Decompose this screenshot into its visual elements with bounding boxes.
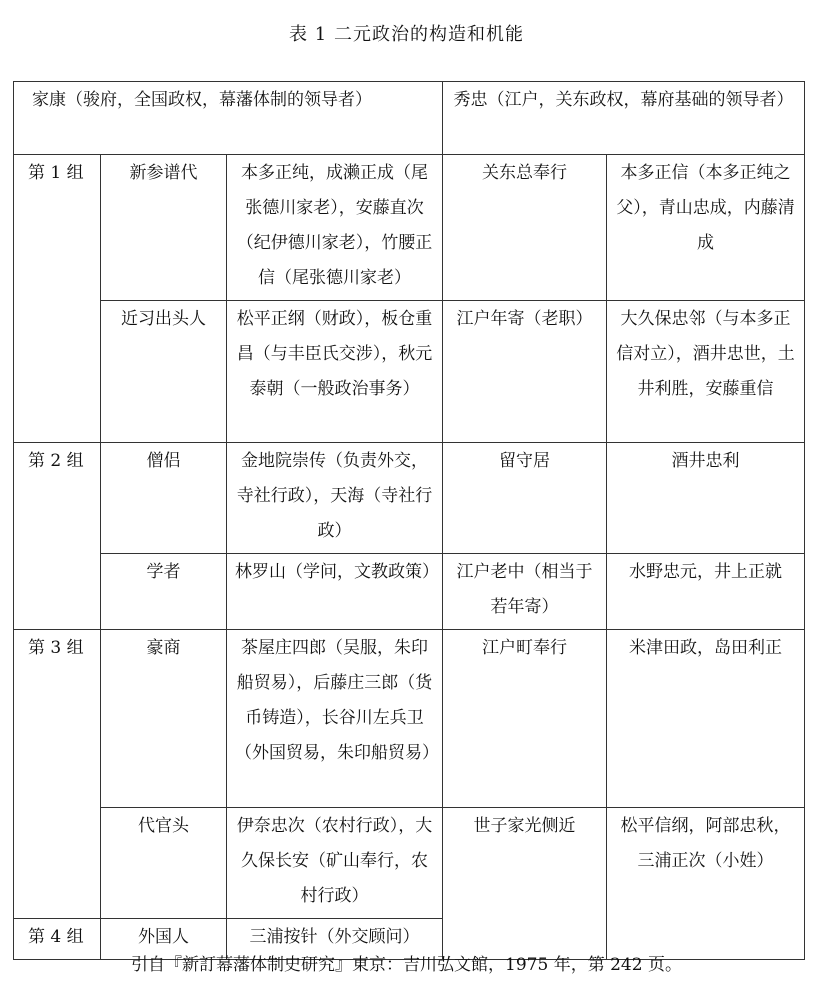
header-hidetada: 秀忠（江户，关东政权，幕府基础的领导者） bbox=[443, 82, 805, 155]
table-row bbox=[14, 630, 805, 808]
category-cell: 僧侣 bbox=[101, 443, 227, 554]
holders-cell: 松平信纲，阿部忠秋，三浦正次（小姓） bbox=[607, 808, 805, 960]
group-label: 第 3 组 bbox=[14, 630, 101, 919]
members-cell: 松平正纲（财政），板仓重昌（与丰臣氏交涉），秋元泰朝（一般政治事务） bbox=[227, 301, 443, 443]
members-cell: 金地院崇传（负责外交，寺社行政），天海（寺社行政） bbox=[227, 443, 443, 554]
category-cell: 近习出头人 bbox=[101, 301, 227, 443]
group-label: 第 4 组 bbox=[14, 919, 101, 960]
position-cell: 江户年寄（老职） bbox=[443, 301, 607, 443]
position-cell: 江户老中（相当于若年寄） bbox=[443, 554, 607, 630]
group-label: 第 2 组 bbox=[14, 443, 101, 630]
members-cell: 三浦按针（外交顾问） bbox=[227, 919, 443, 960]
category-cell: 代官头 bbox=[101, 808, 227, 919]
position-cell: 江户町奉行 bbox=[443, 630, 607, 808]
table-header-row bbox=[14, 82, 805, 155]
members-cell: 林罗山（学问，文教政策） bbox=[227, 554, 443, 630]
category-cell: 豪商 bbox=[101, 630, 227, 808]
header-ieyasu: 家康（骏府，全国政权，幕藩体制的领导者） bbox=[14, 82, 443, 155]
table-row bbox=[14, 808, 805, 919]
members-cell: 伊奈忠次（农村行政），大久保长安（矿山奉行，农村行政） bbox=[227, 808, 443, 919]
position-cell: 留守居 bbox=[443, 443, 607, 554]
table-row bbox=[14, 301, 805, 443]
holders-cell: 米津田政，岛田利正 bbox=[607, 630, 805, 808]
holders-cell: 本多正信（本多正纯之父），青山忠成，内藤清成 bbox=[607, 155, 805, 301]
group-label: 第 1 组 bbox=[14, 155, 101, 443]
holders-cell: 大久保忠邻（与本多正信对立），酒井忠世，土井利胜，安藤重信 bbox=[607, 301, 805, 443]
source-citation: 引自『新訂幕藩体制史研究』東京：吉川弘文館，1975 年，第 242 页。 bbox=[131, 955, 682, 975]
category-cell: 学者 bbox=[101, 554, 227, 630]
members-cell: 本多正纯，成濑正成（尾张德川家老），安藤直次（纪伊德川家老），竹腰正信（尾张德川家老） bbox=[227, 155, 443, 301]
politics-table bbox=[13, 81, 805, 960]
members-cell: 茶屋庄四郎（吴服，朱印船贸易），后藤庄三郎（货币铸造），长谷川左兵卫（外国贸易，朱印船贸易） bbox=[227, 630, 443, 808]
table-row bbox=[14, 554, 805, 630]
table-row bbox=[14, 443, 805, 554]
category-cell: 新参谱代 bbox=[101, 155, 227, 301]
position-cell: 世子家光侧近 bbox=[443, 808, 607, 960]
holders-cell: 酒井忠利 bbox=[607, 443, 805, 554]
position-cell: 关东总奉行 bbox=[443, 155, 607, 301]
table-row bbox=[14, 155, 805, 301]
holders-cell: 水野忠元，井上正就 bbox=[607, 554, 805, 630]
table-title: 表 1 二元政治的构造和机能 bbox=[289, 24, 524, 45]
category-cell: 外国人 bbox=[101, 919, 227, 960]
